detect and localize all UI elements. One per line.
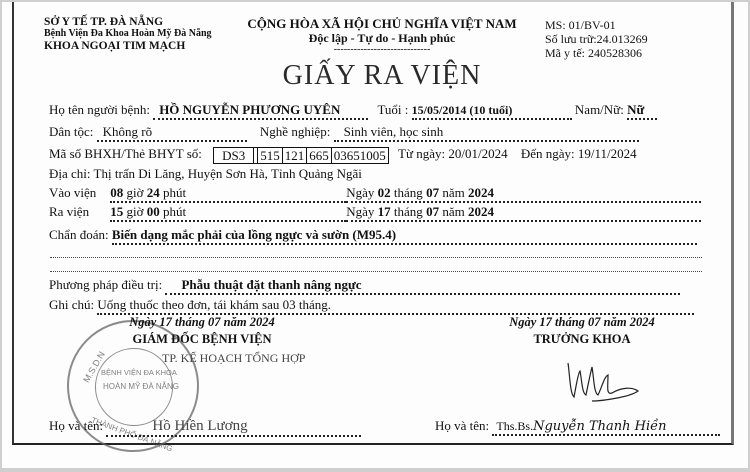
- discharge-row: [49, 204, 701, 222]
- document-title: GIẤY RA VIỆN: [282, 60, 482, 91]
- minute-unit: phút: [163, 204, 187, 219]
- document-page: [2, 2, 748, 468]
- note-row: [49, 297, 694, 315]
- director-role: GIÁM ĐỐC BỆNH VIỆN: [132, 332, 272, 346]
- month-label: tháng: [393, 204, 423, 219]
- address-row: [49, 166, 362, 182]
- department-name: KHOA NGOẠI TIM MẠCH: [44, 40, 186, 52]
- admission-minute: 24: [146, 185, 160, 200]
- insurance-box: 515: [257, 148, 282, 163]
- admission-time: [110, 185, 346, 203]
- head-role: TRƯỞNG KHOA: [533, 332, 631, 346]
- head-name-prefix: Ths.Bs.: [496, 419, 534, 433]
- director-sign-date: Ngày 17 tháng 07 năm 2024: [129, 315, 275, 329]
- valid-to-value: 19/11/2024: [577, 146, 637, 161]
- blank-line: [50, 271, 702, 272]
- header-codes-block: [545, 18, 648, 60]
- month-label: tháng: [393, 185, 423, 200]
- header-ministry-block: [44, 16, 212, 52]
- blank-line: [50, 257, 702, 258]
- head-signature-block: [472, 315, 692, 347]
- hospital-name: Bệnh Viện Đa Khoa Hoàn Mỹ Đà Nẵng: [44, 28, 212, 39]
- header-separator: -----------------------------: [333, 44, 431, 55]
- insurance-box: 121: [282, 148, 307, 163]
- note-value: Uống thuốc theo đơn, tái khám sau 03 tháng.: [97, 297, 694, 315]
- occupation-label: Nghề nghiệp:: [259, 124, 331, 139]
- treatment-label: Phương pháp điều trị:: [49, 277, 163, 292]
- head-name-value: [492, 418, 720, 436]
- ministry-name: SỞ Y TẾ TP. ĐÀ NẴNG: [44, 16, 164, 28]
- admission-hour: 08: [110, 185, 124, 200]
- director-name: Hồ Hiền Lương: [106, 418, 361, 437]
- stamp-outer-top: M.S.D.N: [81, 349, 107, 385]
- sex-value: Nữ: [627, 102, 657, 120]
- admission-row: [49, 185, 701, 203]
- medical-id: Mã y tế: 240528306: [545, 46, 642, 60]
- head-sign-date: Ngày 17 tháng 07 năm 2024: [509, 315, 655, 329]
- year-label: năm: [442, 204, 465, 219]
- archive-number: Số lưu trữ:24.013269: [545, 32, 648, 46]
- age-value: 15/05/2014 (10 tuổi): [412, 103, 572, 120]
- address-value: Thị trấn Di Lăng, Huyện Sơn Hà, Tỉnh Quảng Ngãi: [93, 166, 362, 181]
- admission-day: 02: [377, 185, 391, 200]
- insurance-number-boxes: [213, 147, 389, 164]
- year-label: năm: [442, 185, 465, 200]
- occupation-value: Sinh viên, học sinh: [334, 124, 639, 142]
- insurance-box: 03651005: [331, 148, 388, 163]
- ethnicity-label: Dân tộc:: [49, 124, 94, 139]
- stamp-inner-line2: HOÀN MỸ ĐÀ NẴNG: [103, 382, 180, 391]
- note-label: Ghi chú:: [49, 297, 95, 312]
- admission-date: [346, 185, 701, 203]
- valid-from-value: 20/01/2024: [448, 146, 508, 161]
- national-motto: Độc lập - Tự do - Hạnh phúc: [308, 31, 456, 45]
- admission-year: 2024: [467, 185, 494, 200]
- address-label: Địa chỉ:: [49, 166, 91, 181]
- sex-label: Nam/Nữ:: [574, 102, 624, 117]
- head-name-row: [435, 418, 720, 436]
- national-title: CỘNG HÒA XÃ HỘI CHỦ NGHĨA VIỆT NAM: [247, 16, 517, 31]
- patient-name-value: HỒ NGUYỄN PHƯƠNG UYÊN: [153, 102, 368, 120]
- insurance-label: Mã số BHXH/Thẻ BHYT số:: [49, 146, 202, 161]
- director-sub-role: TP. KẾ HOẠCH TỔNG HỢP: [162, 351, 306, 365]
- insurance-box: DS3: [222, 147, 246, 163]
- hour-unit: giờ: [126, 185, 144, 200]
- signature-scribble-icon: [562, 357, 642, 405]
- valid-to-label: Đến ngày:: [520, 146, 575, 161]
- ethnicity-row: [49, 124, 639, 142]
- discharge-hour: 15: [110, 204, 124, 219]
- discharge-year: 2024: [467, 204, 494, 219]
- patient-name-row: [49, 102, 657, 120]
- stamp-inner-line1: BỆNH VIỆN ĐA KHOA: [101, 368, 177, 377]
- treatment-row: [49, 277, 680, 295]
- day-label: Ngày: [346, 204, 375, 219]
- treatment-value: Phẫu thuật đặt thanh nâng ngực: [165, 277, 680, 295]
- director-signature-block: [102, 315, 306, 366]
- minute-unit: phút: [163, 185, 187, 200]
- stamp-outer-bottom: THÀNH PHỐ ĐÀ NẴNG: [90, 415, 174, 454]
- director-name-row: [49, 418, 361, 437]
- patient-name-label: Họ tên người bệnh:: [49, 102, 150, 117]
- hour-unit: giờ: [126, 204, 144, 219]
- discharge-month: 07: [426, 204, 440, 219]
- valid-from-label: Từ ngày:: [398, 146, 446, 161]
- discharge-minute: 00: [146, 204, 160, 219]
- age-label: Tuổi :: [377, 102, 409, 117]
- discharge-day: 17: [377, 204, 391, 219]
- discharge-time: [110, 204, 346, 222]
- form-code: MS: 01/BV-01: [545, 18, 616, 32]
- day-label: Ngày: [346, 185, 375, 200]
- diagnosis-value: Biến dạng mắc phải của lồng ngực và sườn (M95.4): [112, 227, 697, 245]
- insurance-row: [49, 146, 637, 164]
- discharge-label: Ra viện: [49, 204, 90, 219]
- admission-month: 07: [426, 185, 440, 200]
- ethnicity-value: Không rõ: [97, 124, 247, 142]
- header-national-block: [232, 16, 532, 54]
- discharge-date: [346, 204, 701, 222]
- insurance-box: 665: [306, 148, 331, 163]
- head-name-label: Họ và tên:: [435, 418, 490, 433]
- diagnosis-label: Chẩn đoán:: [49, 227, 109, 242]
- director-name-label: Họ và tên:: [49, 418, 104, 433]
- admission-label: Vào viện: [49, 185, 97, 200]
- head-name: Nguyễn Thanh Hiền: [533, 419, 667, 434]
- diagnosis-row: [49, 227, 697, 245]
